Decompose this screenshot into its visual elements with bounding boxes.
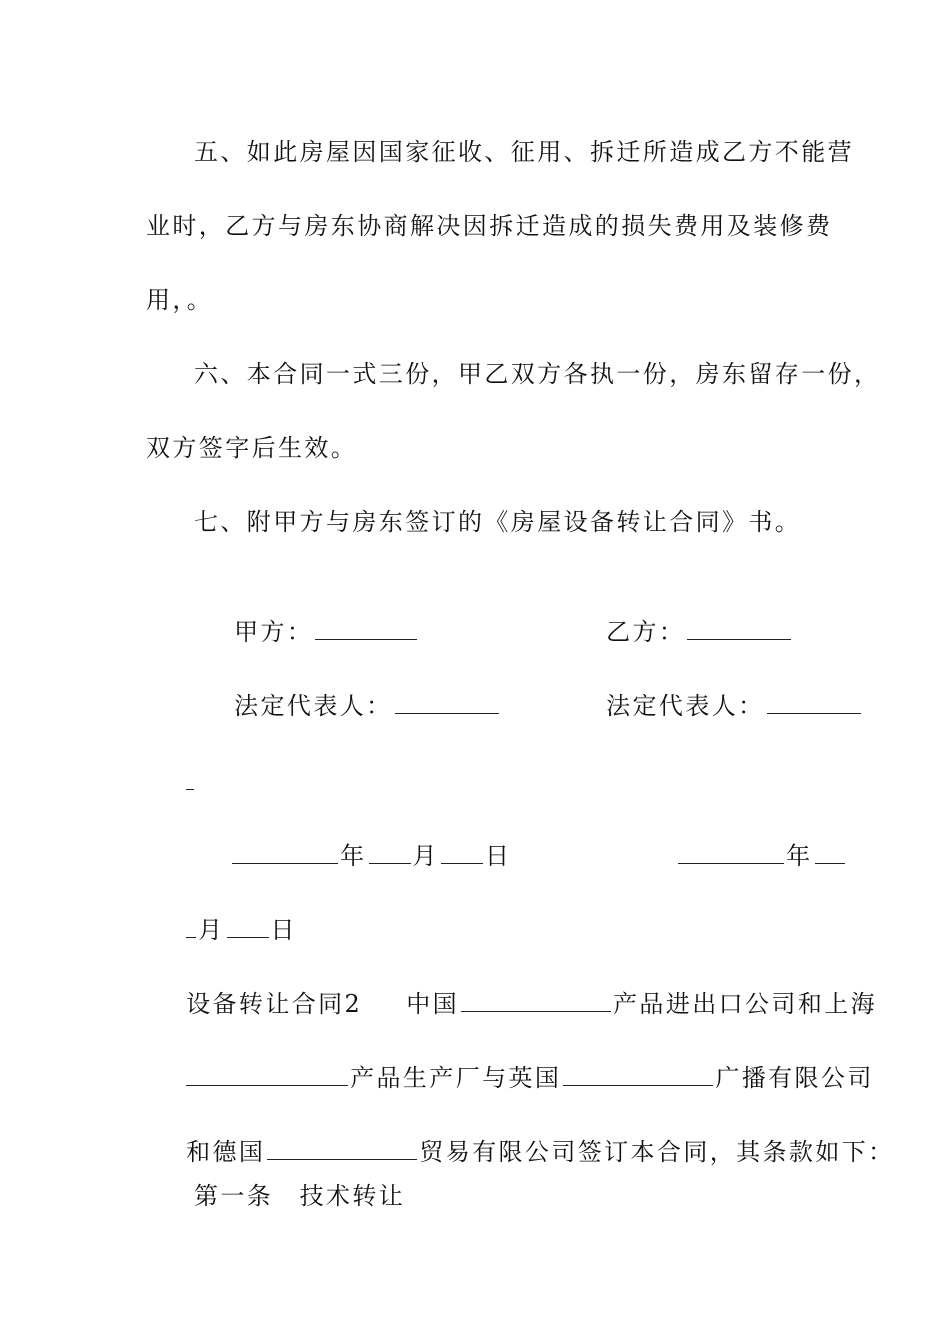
contract2-blank-2 <box>186 1063 348 1086</box>
date-a-day-blank <box>441 841 483 864</box>
rep-a-row <box>194 658 501 754</box>
paragraph-5-line-1: 五、如此房屋因国家征收、征用、拆迁所造成乙方不能营 <box>194 138 854 166</box>
date-a-year-blank <box>232 841 338 864</box>
date-a-day-label: 日 <box>484 842 512 870</box>
date-b-year-blank <box>678 841 784 864</box>
party-b-blank <box>687 617 791 640</box>
contract2-title: 设备转让合同2 <box>186 990 363 1018</box>
rep-b-label: 法定代表人： <box>606 692 765 720</box>
date-b-row <box>638 808 847 904</box>
party-a-blank <box>315 617 417 640</box>
date-a-year-label: 年 <box>340 842 367 870</box>
contract2-line3-text-b: 贸易有限公司签订本合同，其条款如下： <box>419 1138 895 1166</box>
paragraph-5-line-3: 用，。 <box>146 286 214 314</box>
date-b-month-blank <box>815 841 845 864</box>
contract2-article-1: 第一条 技术转让 <box>194 1182 406 1210</box>
party-b-label: 乙方： <box>606 618 686 646</box>
rep-b-blank-tail <box>186 767 194 790</box>
contract2-line2-text-a: 产品生产厂与英国 <box>350 1064 562 1092</box>
date-b-year-label: 年 <box>786 842 813 870</box>
date-a-month-blank <box>369 841 411 864</box>
contract2-blank-1 <box>461 989 611 1012</box>
paragraph-6-line-2: 双方签字后生效。 <box>146 434 358 462</box>
date-b-month-label: 月 <box>198 916 225 944</box>
rep-a-label: 法定代表人： <box>234 692 393 720</box>
rep-b-blank <box>767 691 861 714</box>
date-a-month-label: 月 <box>412 842 439 870</box>
date-b-day-blank <box>227 915 269 938</box>
contract2-line1-text-b: 产品进出口公司和上海 <box>613 990 878 1018</box>
contract2-blank-4 <box>267 1137 417 1160</box>
paragraph-5-line-2: 业时，乙方与房东协商解决因拆迁造成的损失费用及装修费 <box>146 212 833 240</box>
party-a-label: 甲方： <box>234 618 314 646</box>
paragraph-6-line-1: 六、本合同一式三份，甲乙双方各执一份，房东留存一份， <box>194 360 881 388</box>
rep-b-row <box>566 658 863 754</box>
date-b-month-blank-tail <box>186 915 196 938</box>
contract2-line3-text-a: 和德国 <box>186 1138 266 1166</box>
paragraph-7-line-1: 七、附甲方与房东签订的《房屋设备转让合同》书。 <box>194 508 802 536</box>
rep-a-blank <box>395 691 499 714</box>
date-b-day-label: 日 <box>270 916 297 944</box>
contract2-line1-text-a: 中国 <box>406 990 460 1018</box>
contract2-line2-text-b: 广播有限公司 <box>715 1064 874 1092</box>
rep-b-blank-wrap <box>146 734 194 830</box>
contract2-blank-3 <box>563 1063 713 1086</box>
